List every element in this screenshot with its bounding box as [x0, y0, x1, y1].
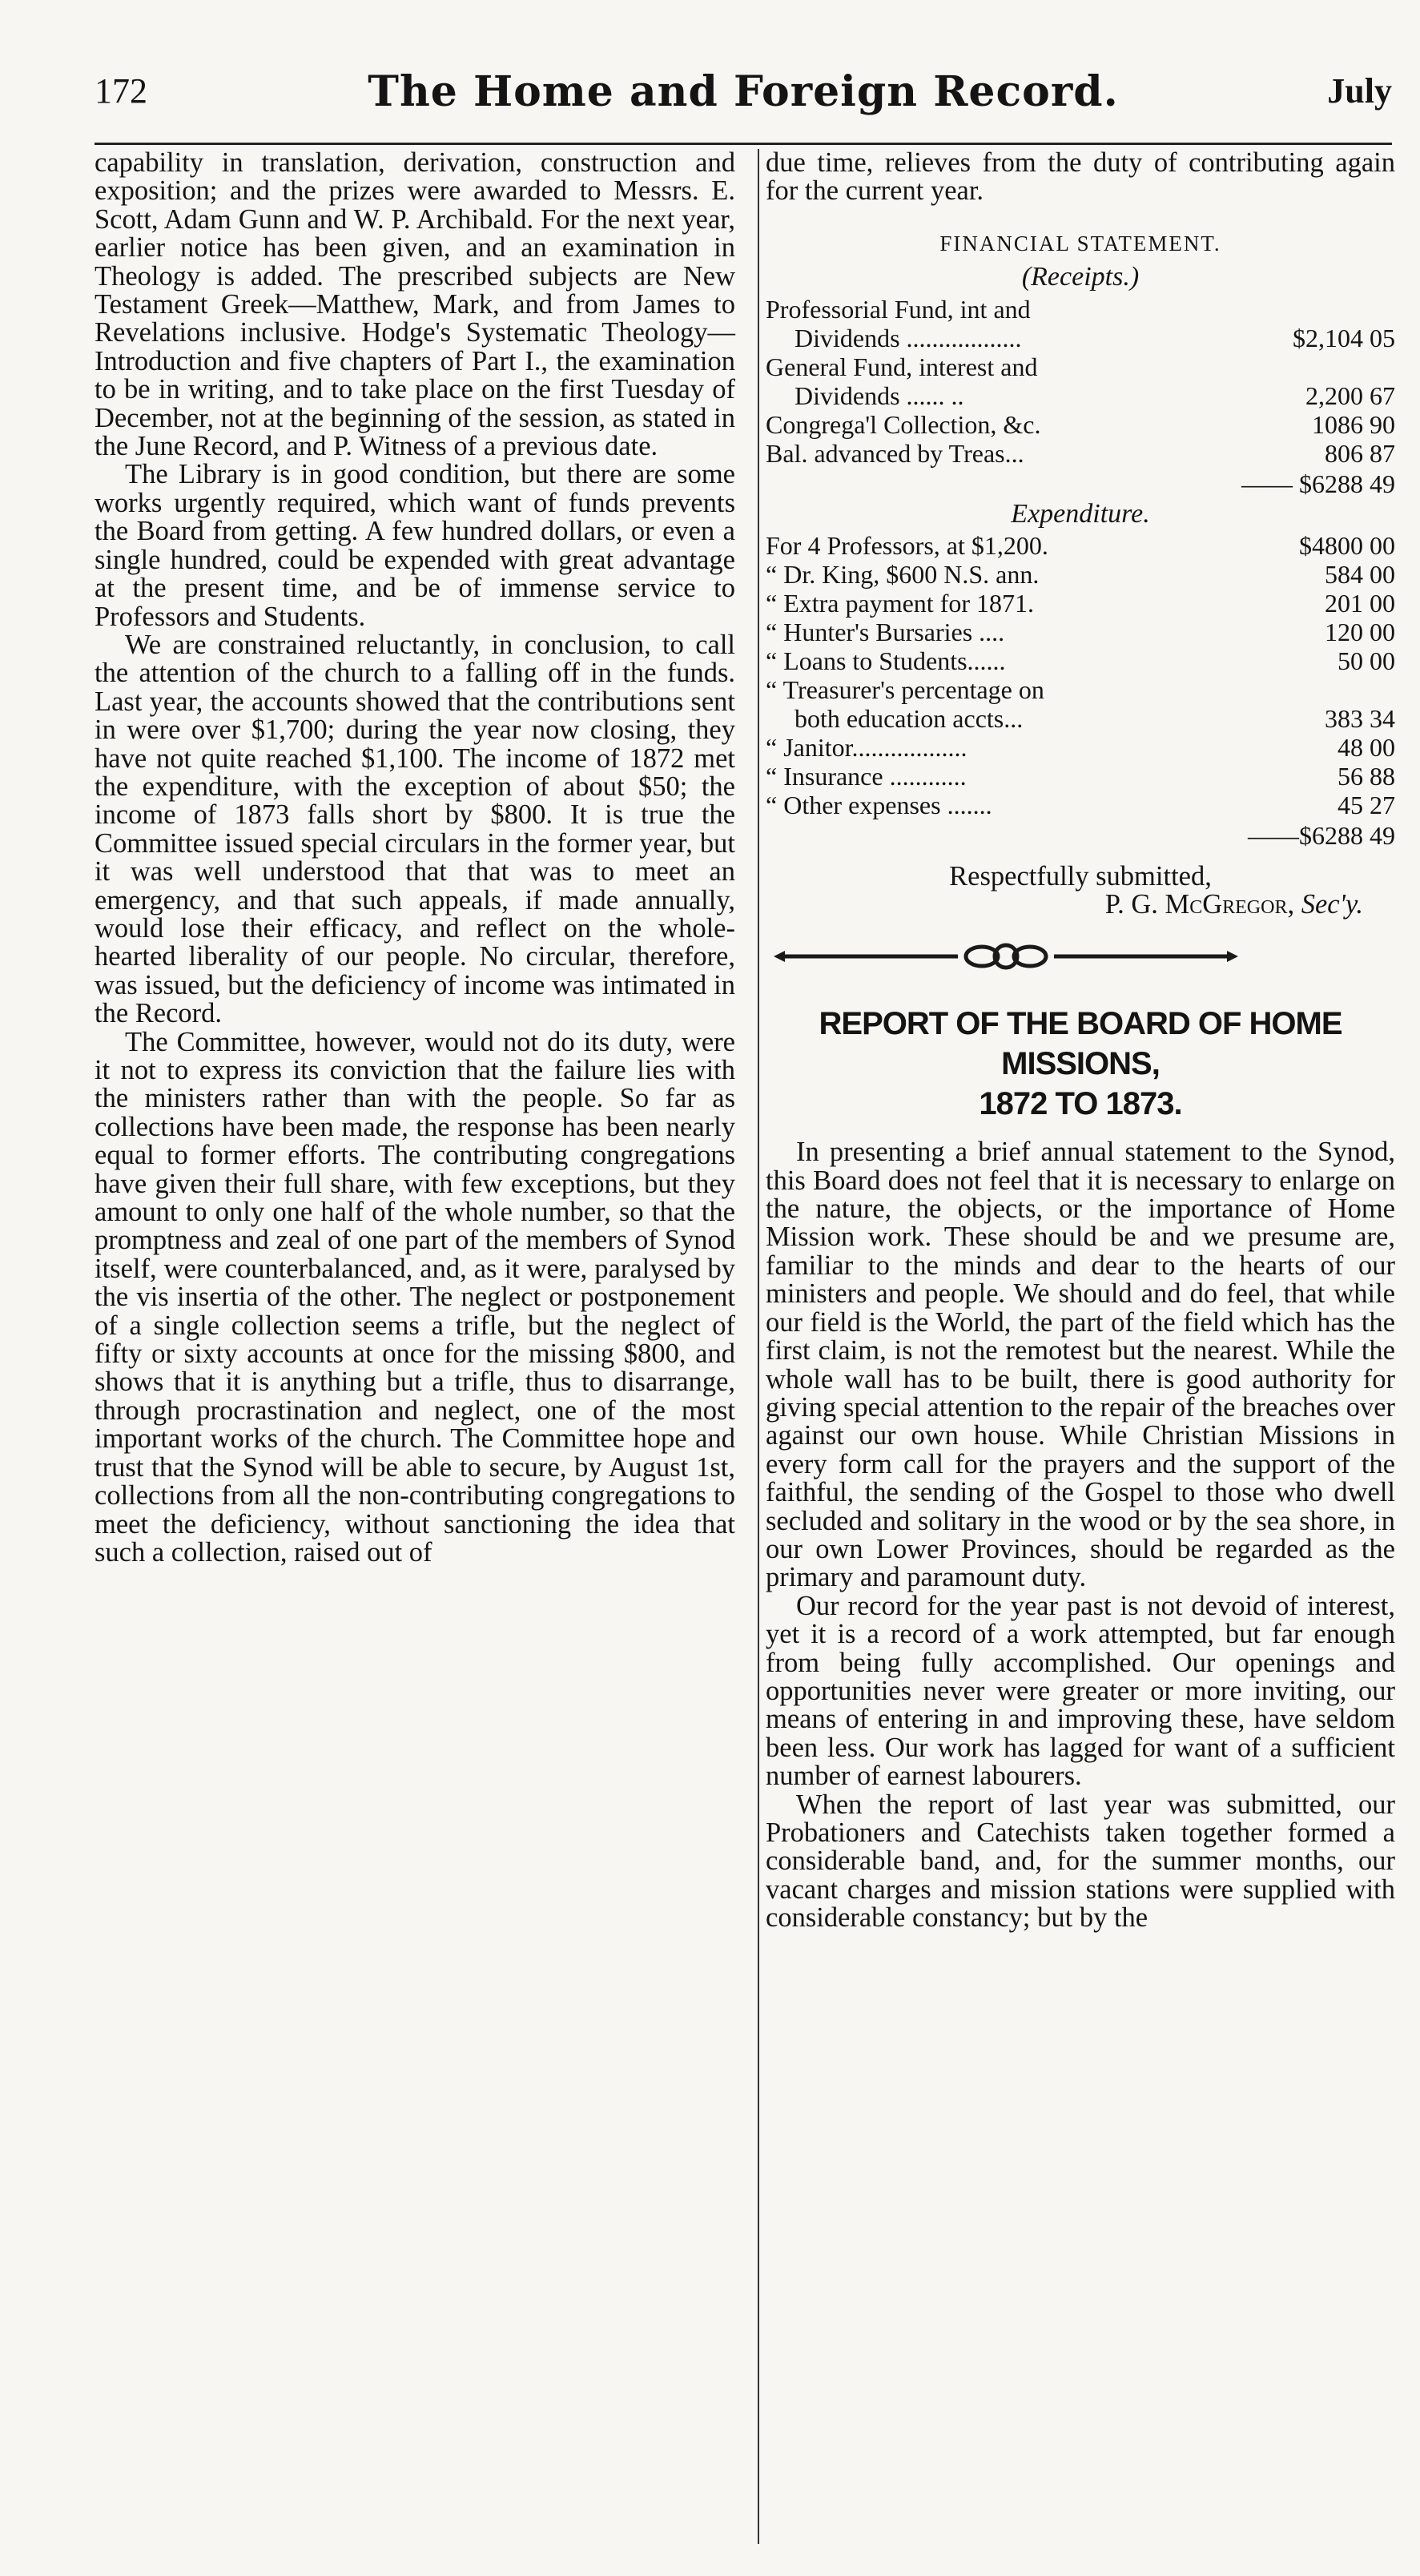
ledger-label: General Fund, interest and: [766, 352, 1038, 381]
ledger-row: [766, 439, 1395, 468]
ledger-row: [766, 675, 1395, 704]
ledger-label: Congrega'l Collection, &c.: [766, 409, 1041, 439]
financial-statement: [766, 230, 1395, 920]
ledger-label: “ Extra payment for 1871.: [766, 589, 1034, 618]
page-header: [95, 67, 1392, 131]
signer-name: P. G. McGregor,: [1104, 889, 1295, 920]
report-title-line-1: REPORT OF THE BOARD OF HOME MISSIONS,: [819, 1006, 1342, 1082]
ledger-row: [766, 704, 1395, 733]
left-column: [95, 149, 735, 1567]
ledger-row: [766, 352, 1395, 381]
ledger-amount: 50 00: [1338, 646, 1395, 676]
ledger-amount: 45 27: [1338, 791, 1395, 820]
receipts-total: —— $6288 49: [1241, 469, 1395, 498]
receipts-list: [766, 295, 1395, 468]
right-column: [766, 149, 1395, 1933]
column-divider: [758, 149, 759, 2544]
ledger-amount: [1275, 295, 1395, 324]
signer-title: Sec'y.: [1301, 889, 1363, 920]
ledger-amount: 584 00: [1325, 560, 1395, 590]
ledger-amount: 2,200 67: [1305, 380, 1395, 410]
ledger-label: Dividends ..................: [794, 323, 1022, 352]
ledger-row: [766, 618, 1395, 646]
expenditure-heading: Expenditure.: [1011, 498, 1150, 529]
expenditure-total: ——$6288 49: [1248, 821, 1395, 851]
ledger-amount: $4800 00: [1299, 531, 1395, 561]
page-number: 172: [95, 71, 147, 111]
receipts-heading: (Receipts.): [1021, 262, 1140, 292]
right-paragraph-2: Our record for the year past is not devoid of interest, yet it is a record of a work attempted, but far enough from being fully accomplished. Our openings and opportunities never were greater or more inviting, our means of entering in and improving these, have seldom been less. Our work has lagged for want of a sufficient number of earnest labourers.: [766, 1590, 1395, 1792]
ledger-row: [766, 733, 1395, 762]
left-paragraph-3: We are constrained reluctantly, in conclusion, to call the attention of the church to a falling off in the funds. Last year, the accounts showed that the contributions sent in were over $1,700; during the year now closing, they have not quite reached $1,100. The income of 1872 met the expenditure, with the exception of about $50; the income of 1873 falls short by $800. It is true the Committee issued special circulars in the former year, but it was well understood that that was to meet an emergency, and that such appeals, if made annually, would lose their efficacy, and reflect on the whole-hearted liberality of our people. No circular, therefore, was issued, but the deficiency of income was intimated in the Record.: [95, 629, 735, 1029]
ledger-label: “ Insurance ............: [766, 762, 967, 791]
financial-title: FINANCIAL STATEMENT.: [939, 231, 1221, 256]
ledger-row: [766, 560, 1395, 589]
report-title-line-2: 1872 TO 1873.: [979, 1086, 1182, 1122]
left-paragraph-2: The Library is in good condition, but there are some works urgently required, which want of funds prevents the Board from getting. A few hundred dollars, or even a single hundred, could be expended with great advantage at the present time, and be of immense service to Professors and Students.: [95, 459, 735, 632]
ledger-label: Bal. advanced by Treas...: [766, 438, 1024, 468]
ledger-label: both education accts...: [794, 704, 1024, 734]
ledger-amount: [1275, 352, 1395, 381]
left-paragraph-1: capability in translation, derivation, construction and exposition; and the prizes were awarded to Messrs. E. Scott, Adam Gunn and W. P. Archibald. For the next year, earlier notice has been given, and an examination in Theology is added. The prescribed subjects are New Testament Greek—Matthew, Mark, and from James to Revelations inclusive. Hodge's Systematic Theology—Introduction and five chapters of Part I., the examination to be in writing, and to take place on the first Tuesday of December, not at the beginning of the session, as stated in the June Record, and P. Witness of a previous date.: [95, 147, 735, 462]
ledger-amount: 120 00: [1325, 618, 1395, 647]
ledger-row: [766, 646, 1395, 675]
ledger-row: [766, 791, 1395, 819]
ledger-row: [766, 324, 1395, 352]
ledger-label: “ Treasurer's percentage on: [766, 675, 1044, 705]
ledger-row: [766, 589, 1395, 618]
ledger-row: [766, 762, 1395, 791]
ledger-label: “ Other expenses .......: [766, 791, 992, 820]
ledger-label: Professorial Fund, int and: [766, 294, 1031, 324]
ledger-amount: 201 00: [1325, 589, 1395, 618]
report-title: [766, 1004, 1395, 1124]
ledger-row: [766, 381, 1395, 410]
header-rule: [95, 143, 1392, 145]
right-paragraph-1: In presenting a brief annual statement to the Synod, this Board does not feel that it is necessary to enlarge on the nature, the objects, or the importance of Home Mission work. These should be and we presume are, familiar to the minds and dear to the hearts of our ministers and people. We should and do feel, that while our field is the World, the part of the field which has the first claim, is not the remotest but the nearest. While the whole wall has to be built, there is good authority for giving special attention to the repair of the breaches over against our own house. While Christian Missions in every form call for the prayers and the support of the faithful, the sending of the Gospel to those who dwell secluded and solitary in the wood or by the sea shore, in our own Lower Provinces, should be regarded as the primary and paramount duty.: [766, 1137, 1395, 1593]
ledger-row: [766, 410, 1395, 439]
ledger-amount: 56 88: [1338, 762, 1395, 791]
ledger-amount: [1275, 675, 1395, 704]
ledger-label: For 4 Professors, at $1,200.: [766, 531, 1048, 561]
signature: [766, 891, 1395, 919]
ledger-row: [766, 295, 1395, 324]
ledger-amount: 383 34: [1325, 704, 1395, 734]
ledger-label: “ Loans to Students......: [766, 646, 1006, 676]
ledger-label: Dividends ...... ..: [794, 380, 964, 410]
right-intro: due time, relieves from the duty of contributing again for the current year.: [766, 147, 1395, 207]
issue-month: July: [1327, 71, 1392, 111]
left-paragraph-4: The Committee, however, would not do its duty, were it not to express its conviction that the failure lies with the ministers rather than with the people. So far as collections have been made, the response has been nearly equal to former efforts. The contributing congregations have given their full share, with few exceptions, but they amount to only one half of the whole number, so that the promptness and zeal of one part of the members of Synod itself, were counterbalanced, and, as it were, paralysed by the vis insertia of the other. The neglect or postponement of a single collection seems a trifle, but the neglect of fifty or sixty accounts at once for the missing $800, and shows that it is anything but a trifle, thus to disarrange, through procrastination and neglect, one of the most important works of the church. The Committee hope and trust that the Synod will be able to secure, by August 1st, collections from all the non-contributing congregations to meet the deficiency, without sanctioning the idea that such a collection, raised out of: [95, 1026, 735, 1568]
right-paragraph-3: When the report of last year was submitted, our Probationers and Catechists taken together formed a considerable band, and, for the summer months, our vacant charges and mission stations were supplied with considerable constancy; but by the: [766, 1789, 1395, 1934]
expenditure-list: [766, 531, 1395, 819]
ledger-amount: 48 00: [1338, 733, 1395, 763]
ledger-label: “ Hunter's Bursaries ....: [766, 618, 1005, 647]
masthead-title: The Home and Foreign Record.: [368, 67, 1119, 116]
ledger-amount: 1086 90: [1312, 409, 1395, 439]
ledger-amount: $2,104 05: [1293, 323, 1395, 352]
ornament-divider-icon: [766, 940, 1246, 972]
signoff-text: Respectfully submitted,: [949, 861, 1212, 892]
ledger-amount: 806 87: [1325, 438, 1395, 468]
ledger-label: “ Dr. King, $600 N.S. ann.: [766, 560, 1040, 590]
ledger-row: [766, 531, 1395, 560]
ledger-label: “ Janitor..................: [766, 733, 967, 763]
